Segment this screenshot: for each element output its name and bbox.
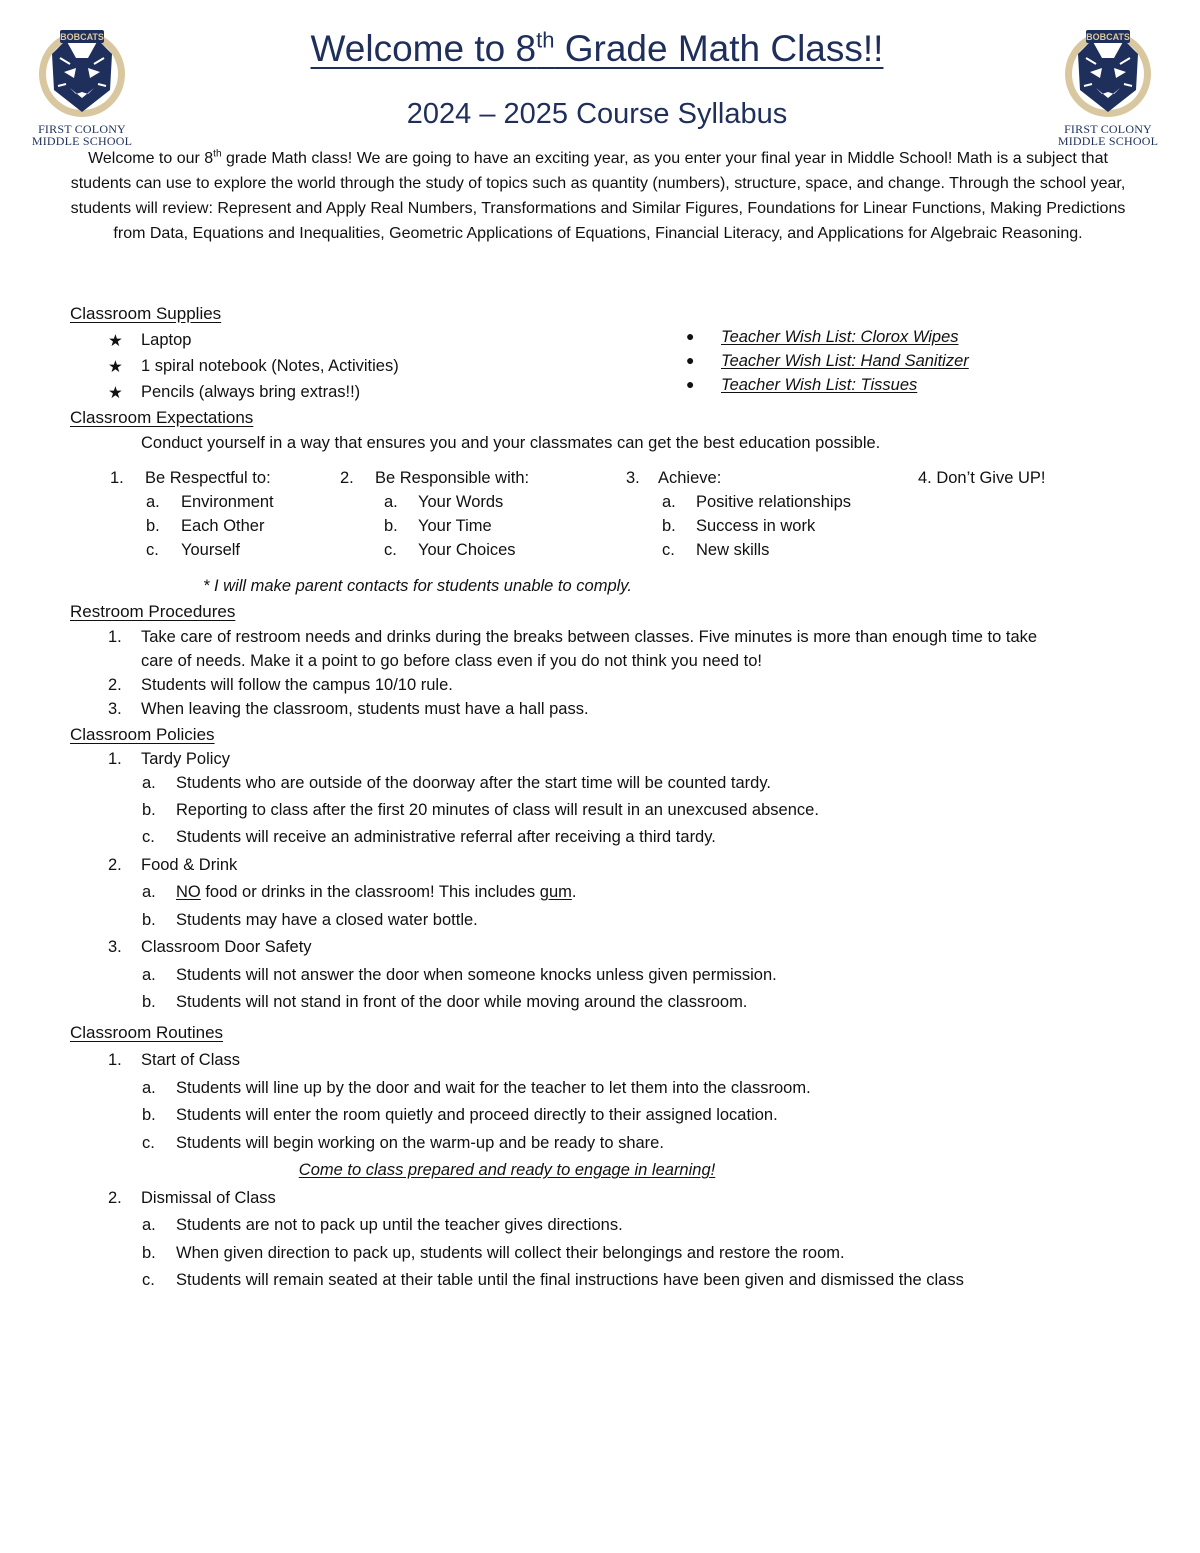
list-letter: b. [142,911,156,929]
routine-item: When given direction to pack up, students will collect their belongings and restore the room. [176,1244,845,1262]
expectation-item: Your Words [418,493,504,511]
list-number: 2. [108,856,122,874]
wishlist-item: Teacher Wish List: Tissues [721,376,918,394]
list-number: 1. [108,750,122,768]
list-number: 3. [626,469,640,487]
expectations-heading: Classroom Expectations [70,408,254,427]
dot-bullet-icon: ● [686,352,695,368]
list-number: 2. [108,676,122,694]
routine-item: Students are not to pack up until the teacher gives directions. [176,1216,623,1234]
food-text: food or drinks in the classroom! This includes [200,883,540,901]
title-sup: th [536,27,555,53]
page-subtitle: 2024 – 2025 Course Syllabus [406,98,788,130]
routine-item: Students will begin working on the warm-up and be ready to share. [176,1134,664,1152]
no-emphasis: NO [176,883,201,901]
supply-item: Laptop [141,331,192,349]
prepared-note: Come to class prepared and ready to engage in learning! [298,1161,716,1179]
restroom-item-1-line2: care of needs. Make it a point to go before class even if you do not think you need to! [141,652,762,670]
list-number: 1. [108,1051,122,1069]
list-letter: c. [142,1134,155,1152]
restroom-item: Students will follow the campus 10/10 rule. [141,676,453,694]
dot-bullet-icon: ● [686,328,695,344]
expectation-item: Your Choices [418,541,516,559]
list-letter: b. [142,993,156,1011]
policy-title: Tardy Policy [141,750,230,768]
routine-item: Students will line up by the door and wait for the teacher to let them into the classroom. [176,1079,811,1097]
expectation-item: Environment [181,493,274,511]
logo-banner: BOBCATS [1086,32,1130,42]
page-title [0,28,1194,70]
expectation-item: Success in work [696,517,816,535]
logo-school-line1: FIRST COLONY [1064,122,1152,136]
intro-paragraph [70,146,1126,246]
list-letter: a. [142,774,156,792]
list-letter: b. [142,801,156,819]
gum-emphasis: gum [539,883,572,901]
policy-item: Students may have a closed water bottle. [176,911,478,929]
list-number: 2. [108,1189,122,1207]
list-letter: a. [384,493,398,511]
list-letter: a. [142,1216,156,1234]
policy-item: Students will not answer the door when someone knocks unless given permission. [176,966,777,984]
list-letter: a. [142,966,156,984]
food-end: . [571,883,577,901]
restroom-item-1-line1: Take care of restroom needs and drinks during the breaks between classes. Five minutes is more than enough time to take [141,628,1038,646]
list-letter: a. [142,1079,156,1097]
restroom-item: When leaving the classroom, students must have a hall pass. [141,700,589,718]
logo-school-line1: FIRST COLONY [38,122,126,136]
list-number: 3. [108,700,122,718]
list-letter: c. [142,828,155,846]
dot-bullet-icon: ● [686,376,695,392]
list-number: 1. [110,469,124,487]
intro-pre: Welcome to our 8 [88,150,214,167]
policy-item: Students who are outside of the doorway after the start time will be counted tardy. [176,774,771,792]
intro-post: grade Math class! We are going to have an exciting year, as you enter your final year in Middle School! Math is a subject that students can use to explore the world through the study of topics such as quantity (numbers), structure, space, and change. Through the school year, students will review: Represent and Apply Real Numbers, Transformations and Similar Figures, Foundations for Linear Functions, Making Predictions from Data, Equations and Inequalities, Geometric Applications of Equations, Financial Literacy, and Applications for Algebraic Reasoning. [70,150,1126,242]
intro-sup: th [213,148,222,160]
logo-school-line2: MIDDLE SCHOOL [1057,134,1159,148]
wishlist-item: Teacher Wish List: Clorox Wipes [721,328,959,346]
star-bullet-icon: ★ [108,358,123,376]
policy-title: Classroom Door Safety [141,938,312,956]
list-number: 2. [340,469,354,487]
supply-item: Pencils (always bring extras!!) [141,383,361,401]
title-pre: Welcome to 8 [310,28,537,69]
logo-school-line2: MIDDLE SCHOOL [31,134,133,148]
routines-heading: Classroom Routines [70,1023,224,1042]
list-letter: b. [142,1244,156,1262]
expectation-title: Achieve: [658,469,722,487]
list-letter: b. [662,517,676,535]
policy-item: Reporting to class after the first 20 minutes of class will result in an unexcused absence. [176,801,819,819]
list-letter: a. [142,883,156,901]
routine-title: Dismissal of Class [141,1189,276,1207]
list-letter: c. [662,541,675,559]
expectation-title: Be Responsible with: [375,469,530,487]
list-letter: c. [146,541,159,559]
list-number: 3. [108,938,122,956]
list-letter: c. [142,1271,155,1289]
expectation-title: Be Respectful to: [145,469,271,487]
wishlist-item: Teacher Wish List: Hand Sanitizer [721,352,969,370]
routine-title: Start of Class [141,1051,241,1069]
star-bullet-icon: ★ [108,332,123,350]
policy-item: Students will not stand in front of the door while moving around the classroom. [176,993,748,1011]
policy-item [176,883,576,902]
list-letter: a. [146,493,160,511]
list-letter: a. [662,493,676,511]
expectation-item: New skills [696,541,770,559]
expectation-item: Your Time [418,517,492,535]
list-letter: b. [384,517,398,535]
parent-contact-note: * I will make parent contacts for students unable to comply. [203,577,632,595]
restroom-heading: Restroom Procedures [70,602,236,621]
routine-item: Students will remain seated at their table until the final instructions have been given and dismissed the class [176,1271,964,1289]
logo-banner: BOBCATS [60,32,104,42]
star-bullet-icon: ★ [108,384,123,402]
supplies-heading: Classroom Supplies [70,304,222,323]
expectation-title: 4. Don’t Give UP! [918,469,1046,487]
title-post: Grade Math Class!! [554,28,884,69]
expectation-item: Yourself [181,541,241,559]
routine-item: Students will enter the room quietly and proceed directly to their assigned location. [176,1106,778,1124]
policy-item: Students will receive an administrative referral after receiving a third tardy. [176,828,716,846]
expectation-item: Each Other [181,517,265,535]
policies-heading: Classroom Policies [70,725,215,744]
expectations-intro: Conduct yourself in a way that ensures you and your classmates can get the best education possible. [141,434,881,452]
list-letter: b. [142,1106,156,1124]
expectation-item: Positive relationships [696,493,851,511]
list-number: 1. [108,628,122,646]
supply-item: 1 spiral notebook (Notes, Activities) [141,357,399,375]
policy-title: Food & Drink [141,856,238,874]
list-letter: b. [146,517,160,535]
list-letter: c. [384,541,397,559]
